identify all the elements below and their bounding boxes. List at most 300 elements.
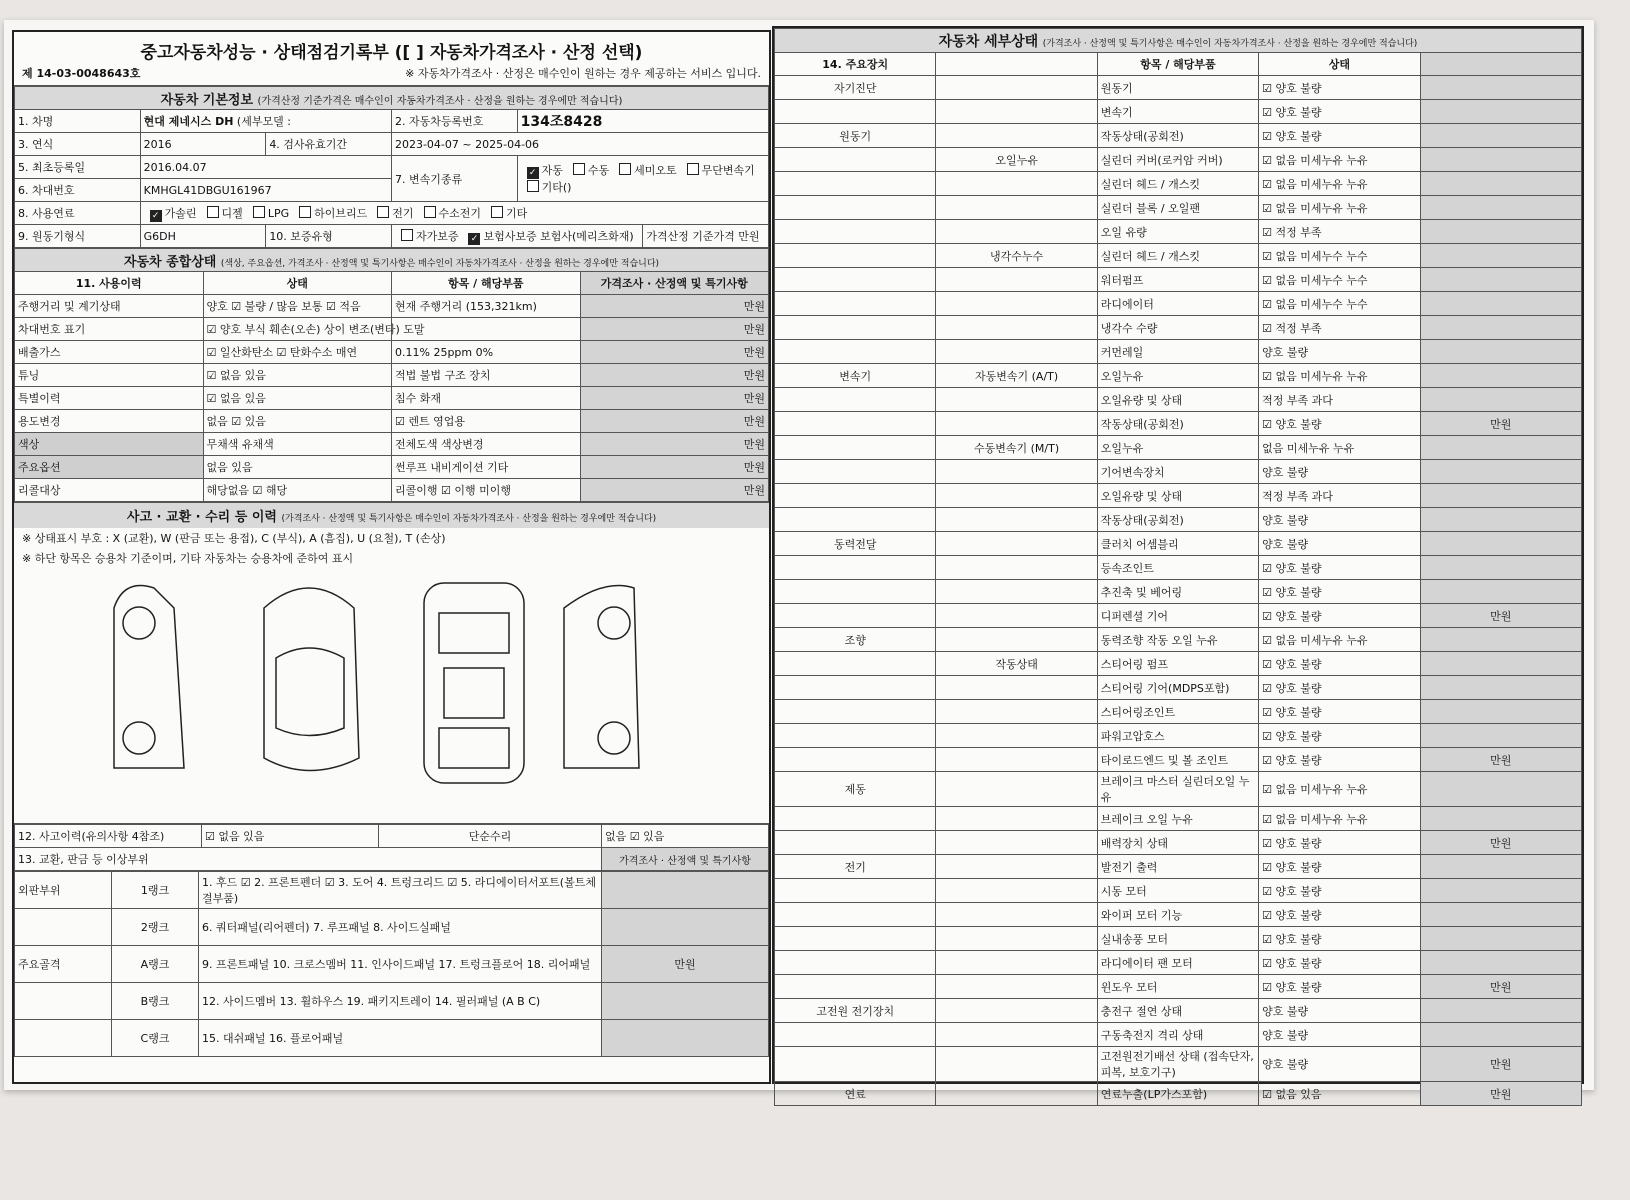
checkbox-icon[interactable] xyxy=(424,206,436,218)
legend-symbols: ※ 상태표시 부호 : X (교환), W (판금 또는 용접), C (부식), A (흠집), U (요철), T (손상) xyxy=(22,532,446,545)
detail-subgroup xyxy=(936,508,1097,532)
detail-state: ☑ 없음 미세누유 누유 xyxy=(1259,772,1420,807)
detail-price xyxy=(1420,436,1581,460)
year-value: 2016 xyxy=(140,133,266,156)
summary-price-unit: 만원 xyxy=(580,295,769,318)
detail-price: 만원 xyxy=(1420,975,1581,999)
basic-info-table xyxy=(14,86,769,248)
detail-subgroup xyxy=(936,975,1097,999)
detail-group xyxy=(775,604,936,628)
parts-price xyxy=(602,1020,769,1057)
inspection-sheet xyxy=(4,20,1594,1101)
table-row xyxy=(775,268,1582,292)
vin-value: KMHGL41DBGU161967 xyxy=(140,179,391,202)
detail-item: 오일누유 xyxy=(1097,436,1258,460)
detail-group xyxy=(775,196,936,220)
detail-price xyxy=(1420,244,1581,268)
detail-state: ☑ 없음 미세누유 누유 xyxy=(1259,628,1420,652)
detail-table xyxy=(774,28,1582,1106)
checked-checkbox-icon[interactable]: ✓ xyxy=(150,210,162,222)
detail-item: 연료누출(LP가스포함) xyxy=(1097,1082,1258,1106)
detail-state: ☑ 양호 불량 xyxy=(1259,879,1420,903)
detail-price xyxy=(1420,772,1581,807)
parts-items: 6. 쿼터패널(리어펜더) 7. 루프패널 8. 사이드실패널 xyxy=(199,909,602,946)
detail-price xyxy=(1420,100,1581,124)
detail-subgroup xyxy=(936,196,1097,220)
detail-item: 변속기 xyxy=(1097,100,1258,124)
table-row xyxy=(775,772,1582,807)
summary-note: (색상, 주요옵션, 가격조사 · 산정액 및 특기사항은 매수인이 자동차가격조사 · 산정을 원하는 경우에만 적습니다) xyxy=(220,258,660,269)
option-label: LPG xyxy=(267,206,290,220)
detail-state: ☑ 양호 불량 xyxy=(1259,76,1420,100)
table-row xyxy=(775,1047,1582,1082)
detail-state: 적정 부족 과다 xyxy=(1259,484,1420,508)
table-row xyxy=(15,433,769,456)
detail-subgroup xyxy=(936,532,1097,556)
parts-group xyxy=(15,909,112,946)
table-row xyxy=(775,220,1582,244)
detail-group xyxy=(775,724,936,748)
detail-item: 오일유량 및 상태 xyxy=(1097,484,1258,508)
table-row xyxy=(775,388,1582,412)
table-row xyxy=(15,946,769,983)
summary-price-unit: 만원 xyxy=(580,364,769,387)
table-row xyxy=(775,999,1582,1023)
summary-price-unit: 만원 xyxy=(580,456,769,479)
table-row xyxy=(15,479,769,502)
detail-item: 디퍼렌셜 기어 xyxy=(1097,604,1258,628)
detail-item: 추진축 및 베어링 xyxy=(1097,580,1258,604)
detail-price xyxy=(1420,903,1581,927)
table-row xyxy=(775,951,1582,975)
detail-item: 스티어링조인트 xyxy=(1097,700,1258,724)
warranty-label: 10. 보증유형 xyxy=(266,225,392,248)
accident-price-head: 가격조사 · 산정액 및 특기사항 xyxy=(602,848,769,871)
detail-subgroup xyxy=(936,268,1097,292)
option-item[interactable] xyxy=(613,162,677,178)
price-basis-label: 가격산정 기준가격 xyxy=(646,230,735,243)
detail-subgroup: 자동변속기 (A/T) xyxy=(936,364,1097,388)
checkbox-icon[interactable] xyxy=(299,206,311,218)
detail-state: ☑ 양호 불량 xyxy=(1259,831,1420,855)
detail-price xyxy=(1420,292,1581,316)
detail-price xyxy=(1420,508,1581,532)
table-row xyxy=(15,295,769,318)
parts-price xyxy=(602,872,769,909)
summary-col-part: 항목 / 해당부품 xyxy=(392,272,581,295)
option-label: 자가보증 xyxy=(415,229,459,243)
detail-price xyxy=(1420,172,1581,196)
table-row xyxy=(775,903,1582,927)
detail-price: 만원 xyxy=(1420,412,1581,436)
warranty-options xyxy=(391,225,642,248)
summary-price-unit: 만원 xyxy=(580,341,769,364)
detail-price xyxy=(1420,1023,1581,1047)
summary-table xyxy=(14,248,769,502)
left-page xyxy=(12,30,771,1084)
detail-state: ☑ 양호 불량 xyxy=(1259,412,1420,436)
option-item[interactable] xyxy=(293,205,367,221)
detail-item: 클러치 어셈블리 xyxy=(1097,532,1258,556)
table-row xyxy=(15,318,769,341)
detail-subgroup xyxy=(936,831,1097,855)
detail-group xyxy=(775,700,936,724)
option-item[interactable] xyxy=(201,205,243,221)
detail-subgroup xyxy=(936,340,1097,364)
summary-rows xyxy=(15,295,769,502)
detail-group: 변속기 xyxy=(775,364,936,388)
table-row xyxy=(775,1023,1582,1047)
option-item[interactable] xyxy=(521,179,572,195)
detail-item: 실내송풍 모터 xyxy=(1097,927,1258,951)
detail-group: 조향 xyxy=(775,628,936,652)
detail-subgroup xyxy=(936,748,1097,772)
detail-item: 라디에이터 팬 모터 xyxy=(1097,951,1258,975)
detail-price xyxy=(1420,807,1581,831)
detail-subgroup xyxy=(936,460,1097,484)
detail-item: 타이로드엔드 및 볼 조인트 xyxy=(1097,748,1258,772)
reg-no-label: 2. 자동차등록번호 xyxy=(391,110,517,133)
detail-item: 스티어링 기어(MDPS포함) xyxy=(1097,676,1258,700)
checkbox-icon[interactable] xyxy=(377,206,389,218)
checkbox-icon[interactable] xyxy=(573,163,585,175)
detail-item: 윈도우 모터 xyxy=(1097,975,1258,999)
summary-item-part: 적법 불법 구조 장치 xyxy=(392,364,581,387)
summary-item-state: ☑ 일산화탄소 ☑ 탄화수소 매연 xyxy=(203,341,392,364)
detail-item: 오일 유량 xyxy=(1097,220,1258,244)
option-label: 무단변속기 xyxy=(701,164,755,177)
detail-state: ☑ 없음 미세누유 누유 xyxy=(1259,148,1420,172)
summary-price-unit: 만원 xyxy=(580,410,769,433)
summary-item-name: 배출가스 xyxy=(15,341,204,364)
detail-item: 작동상태(공회전) xyxy=(1097,508,1258,532)
table-row xyxy=(775,484,1582,508)
parts-rank: 1랭크 xyxy=(112,872,199,909)
checkbox-icon[interactable] xyxy=(491,206,503,218)
legend-passenger-note: ※ 하단 항목은 승용차 기준이며, 기타 자동차는 승용차에 준하여 표시 xyxy=(22,552,354,565)
detail-group xyxy=(775,100,936,124)
parts-label: 13. 교환, 판금 등 이상부위 xyxy=(15,848,602,871)
summary-item-name: 주행거리 및 계기상태 xyxy=(15,295,204,318)
checkbox-icon[interactable] xyxy=(207,206,219,218)
detail-subgroup xyxy=(936,220,1097,244)
detail-price xyxy=(1420,196,1581,220)
detail-state: 적정 부족 과다 xyxy=(1259,388,1420,412)
detail-group xyxy=(775,244,936,268)
detail-subgroup xyxy=(936,316,1097,340)
detail-group: 연료 xyxy=(775,1082,936,1106)
detail-price xyxy=(1420,700,1581,724)
summary-item-state: 해당없음 ☑ 해당 xyxy=(203,479,392,502)
option-label: 기타 xyxy=(506,206,528,220)
detail-group: 동력전달 xyxy=(775,532,936,556)
detail-group xyxy=(775,1023,936,1047)
detail-note: (가격조사 · 산정액 및 특기사항은 매수인이 자동차가격조사 · 산정을 원하는 경우에만 적습니다) xyxy=(1042,38,1418,49)
parts-rank: B랭크 xyxy=(112,983,199,1020)
option-item[interactable] xyxy=(371,205,413,221)
detail-item: 실린더 커버(로커암 커버) xyxy=(1097,148,1258,172)
detail-subgroup xyxy=(936,388,1097,412)
accident-history-label: 12. 사고이력(유의사항 4참조) xyxy=(15,825,202,848)
first-reg-label: 5. 최초등록일 xyxy=(15,156,141,179)
detail-subgroup xyxy=(936,903,1097,927)
detail-group xyxy=(775,652,936,676)
accident-header: 사고 · 교환 · 수리 등 이력 xyxy=(126,510,277,525)
detail-subgroup: 냉각수누수 xyxy=(936,244,1097,268)
detail-item: 오일누유 xyxy=(1097,364,1258,388)
option-item[interactable] xyxy=(144,205,197,222)
detail-state: ☑ 양호 불량 xyxy=(1259,604,1420,628)
detail-price xyxy=(1420,951,1581,975)
detail-group xyxy=(775,148,936,172)
summary-price-unit: 만원 xyxy=(580,318,769,341)
summary-item-state: 없음 있음 xyxy=(203,456,392,479)
detail-subgroup xyxy=(936,412,1097,436)
checkbox-icon[interactable] xyxy=(401,229,413,241)
table-row xyxy=(15,364,769,387)
table-row xyxy=(775,124,1582,148)
summary-item-part: ☑ 렌트 영업용 xyxy=(392,410,581,433)
car-name-value: 현대 제네시스 DH xyxy=(143,115,234,128)
detail-price xyxy=(1420,76,1581,100)
option-item[interactable] xyxy=(395,228,459,244)
detail-price: 만원 xyxy=(1420,1082,1581,1106)
summary-item-part: 현재 주행거리 (153,321km) xyxy=(392,295,581,318)
detail-group xyxy=(775,268,936,292)
detail-group xyxy=(775,508,936,532)
detail-group xyxy=(775,927,936,951)
vin-label: 6. 차대번호 xyxy=(15,179,141,202)
table-row xyxy=(775,700,1582,724)
option-item[interactable] xyxy=(681,162,755,178)
detail-group xyxy=(775,316,936,340)
detail-price xyxy=(1420,388,1581,412)
table-row xyxy=(775,364,1582,388)
summary-header: 자동차 종합상태 xyxy=(123,254,217,270)
option-label: 기타() xyxy=(541,181,572,194)
engine-label: 9. 원동기형식 xyxy=(15,225,141,248)
summary-item-name: 특별이력 xyxy=(15,387,204,410)
detail-group xyxy=(775,484,936,508)
summary-item-state: 없음 ☑ 있음 xyxy=(203,410,392,433)
table-row xyxy=(775,292,1582,316)
detail-group xyxy=(775,903,936,927)
year-label: 3. 연식 xyxy=(15,133,141,156)
summary-item-name: 색상 xyxy=(15,433,204,456)
option-item[interactable] xyxy=(247,206,289,220)
detail-item: 스티어링 펌프 xyxy=(1097,652,1258,676)
detail-state: ☑ 양호 불량 xyxy=(1259,951,1420,975)
detail-subgroup xyxy=(936,124,1097,148)
detail-item: 라디에이터 xyxy=(1097,292,1258,316)
table-row xyxy=(775,831,1582,855)
detail-subgroup xyxy=(936,1047,1097,1082)
parts-rank: C랭크 xyxy=(112,1020,199,1057)
detail-state: ☑ 양호 불량 xyxy=(1259,748,1420,772)
detail-price xyxy=(1420,340,1581,364)
detail-state: ☑ 없음 미세누수 누수 xyxy=(1259,292,1420,316)
detail-group xyxy=(775,556,936,580)
detail-state: ☑ 양호 불량 xyxy=(1259,580,1420,604)
table-row xyxy=(775,532,1582,556)
table-row xyxy=(775,748,1582,772)
option-item[interactable] xyxy=(418,205,482,221)
reg-no-value: 134조8428 xyxy=(517,110,768,133)
document-note: ※ 자동차가격조사 · 산정은 매수인이 원하는 경우 제공하는 서비스 입니다. xyxy=(405,67,761,80)
detail-item: 냉각수 수량 xyxy=(1097,316,1258,340)
table-row xyxy=(775,652,1582,676)
inspect-label: 4. 검사유효기간 xyxy=(266,133,392,156)
detail-item: 오일유량 및 상태 xyxy=(1097,388,1258,412)
detail-group xyxy=(775,879,936,903)
detail-group xyxy=(775,748,936,772)
table-row xyxy=(775,148,1582,172)
table-row xyxy=(775,628,1582,652)
checked-checkbox-icon[interactable]: ✓ xyxy=(468,233,480,245)
detail-state: ☑ 없음 있음 xyxy=(1259,1082,1420,1106)
table-row xyxy=(15,1020,769,1057)
detail-group xyxy=(775,220,936,244)
option-item[interactable] xyxy=(521,162,563,179)
table-row xyxy=(775,412,1582,436)
detail-subgroup xyxy=(936,556,1097,580)
detail-state: ☑ 양호 불량 xyxy=(1259,100,1420,124)
accident-note: (가격조사 · 산정액 및 특기사항은 매수인이 자동차가격조사 · 산정을 원하는 경우에만 적습니다) xyxy=(281,514,657,524)
engine-value: G6DH xyxy=(140,225,266,248)
table-row xyxy=(775,879,1582,903)
detail-price xyxy=(1420,927,1581,951)
detail-price xyxy=(1420,148,1581,172)
option-label: 가솔린 xyxy=(164,206,197,220)
summary-item-name: 주요옵션 xyxy=(15,456,204,479)
table-row xyxy=(775,975,1582,999)
option-item[interactable] xyxy=(567,162,609,178)
detail-group xyxy=(775,1047,936,1082)
basic-info-note: (가격산정 기준가격은 매수인이 자동차가격조사 · 산정을 원하는 경우에만 적습니다) xyxy=(257,95,623,107)
parts-price xyxy=(602,983,769,1020)
document-title: 중고자동차성능 · 상태점검기록부 ([ ] 자동차가격조사 · 산정 선택) xyxy=(140,43,643,63)
detail-group: 자기진단 xyxy=(775,76,936,100)
right-page xyxy=(772,26,1584,1101)
parts-items: 9. 프론트패널 10. 크로스멤버 11. 인사이드패널 17. 트렁크플로어 18. 리어패널 xyxy=(199,946,602,983)
detail-item: 구동축전지 격리 상태 xyxy=(1097,1023,1258,1047)
detail-item: 실린더 헤드 / 개스킷 xyxy=(1097,244,1258,268)
summary-price-unit: 만원 xyxy=(580,387,769,410)
summary-item-state: ☑ 양호 부식 훼손(오손) 상이 변조(변타) 도말 xyxy=(203,318,392,341)
detail-col-state: 상태 xyxy=(1259,53,1420,76)
detail-subgroup xyxy=(936,879,1097,903)
trans-label: 7. 변속기종류 xyxy=(391,156,517,202)
table-row xyxy=(15,387,769,410)
parts-rank: 2랭크 xyxy=(112,909,199,946)
detail-group xyxy=(775,580,936,604)
detail-price: 만원 xyxy=(1420,831,1581,855)
table-row xyxy=(15,983,769,1020)
detail-state: 양호 불량 xyxy=(1259,1047,1420,1082)
detail-group xyxy=(775,807,936,831)
table-row xyxy=(775,460,1582,484)
summary-item-part: 리콜이행 ☑ 이행 미이행 xyxy=(392,479,581,502)
transmission-options xyxy=(517,156,768,202)
detail-price xyxy=(1420,556,1581,580)
detail-state: ☑ 양호 불량 xyxy=(1259,855,1420,879)
option-label: 하이브리드 xyxy=(314,206,368,220)
accident-table xyxy=(14,824,769,871)
detail-subgroup: 작동상태 xyxy=(936,652,1097,676)
checkbox-icon[interactable] xyxy=(253,206,265,218)
detail-item: 작동상태(공회전) xyxy=(1097,124,1258,148)
checkbox-icon[interactable] xyxy=(527,180,539,192)
detail-subgroup xyxy=(936,484,1097,508)
document-number: 제 14-03-0048643호 xyxy=(22,67,141,80)
simple-repair-label: 단순수리 xyxy=(379,825,602,848)
summary-col-state: 상태 xyxy=(203,272,392,295)
summary-item-name: 리콜대상 xyxy=(15,479,204,502)
option-label: 자동 xyxy=(541,164,563,177)
summary-item-name: 차대번호 표기 xyxy=(15,318,204,341)
detail-item: 고전원전기배선 상태 (접속단자, 피복, 보호기구) xyxy=(1097,1047,1258,1082)
basic-info-header: 자동차 기본정보 xyxy=(160,92,254,108)
detail-price xyxy=(1420,879,1581,903)
table-row xyxy=(15,456,769,479)
table-row xyxy=(775,724,1582,748)
table-row xyxy=(15,410,769,433)
table-row xyxy=(15,872,769,909)
option-item[interactable] xyxy=(485,205,527,221)
detail-state: ☑ 양호 불량 xyxy=(1259,700,1420,724)
table-row xyxy=(775,436,1582,460)
checkbox-icon[interactable] xyxy=(619,163,631,175)
checkbox-icon[interactable] xyxy=(687,163,699,175)
detail-group xyxy=(775,292,936,316)
table-row xyxy=(775,172,1582,196)
detail-group xyxy=(775,172,936,196)
parts-rank: A랭크 xyxy=(112,946,199,983)
detail-item: 커먼레일 xyxy=(1097,340,1258,364)
detail-price xyxy=(1420,855,1581,879)
detail-item: 충전구 절연 상태 xyxy=(1097,999,1258,1023)
option-item[interactable] xyxy=(462,228,633,245)
detail-subgroup xyxy=(936,292,1097,316)
checked-checkbox-icon[interactable]: ✓ xyxy=(527,167,539,179)
parts-items: 15. 대쉬패널 16. 플로어패널 xyxy=(199,1020,602,1057)
detail-price xyxy=(1420,724,1581,748)
detail-item: 기어변속장치 xyxy=(1097,460,1258,484)
car-model-note: (세부모델 : xyxy=(236,115,291,128)
table-row xyxy=(15,909,769,946)
detail-item: 파워고압호스 xyxy=(1097,724,1258,748)
parts-price: 만원 xyxy=(602,946,769,983)
detail-group xyxy=(775,951,936,975)
detail-state: 양호 불량 xyxy=(1259,1023,1420,1047)
detail-subgroup xyxy=(936,1082,1097,1106)
car-name-label: 1. 차명 xyxy=(15,110,141,133)
detail-state: ☑ 양호 불량 xyxy=(1259,652,1420,676)
summary-item-state: 무채색 유채색 xyxy=(203,433,392,456)
parts-group: 외판부위 xyxy=(15,872,112,909)
summary-item-state: ☑ 없음 있음 xyxy=(203,364,392,387)
detail-subgroup xyxy=(936,724,1097,748)
table-row xyxy=(15,341,769,364)
detail-group xyxy=(775,340,936,364)
accident-history-state: ☑ 없음 있음 xyxy=(202,825,379,848)
detail-state: ☑ 양호 불량 xyxy=(1259,124,1420,148)
first-reg-value: 2016.04.07 xyxy=(140,156,391,179)
detail-price: 만원 xyxy=(1420,604,1581,628)
detail-subgroup xyxy=(936,807,1097,831)
detail-subgroup xyxy=(936,951,1097,975)
detail-item: 발전기 출력 xyxy=(1097,855,1258,879)
